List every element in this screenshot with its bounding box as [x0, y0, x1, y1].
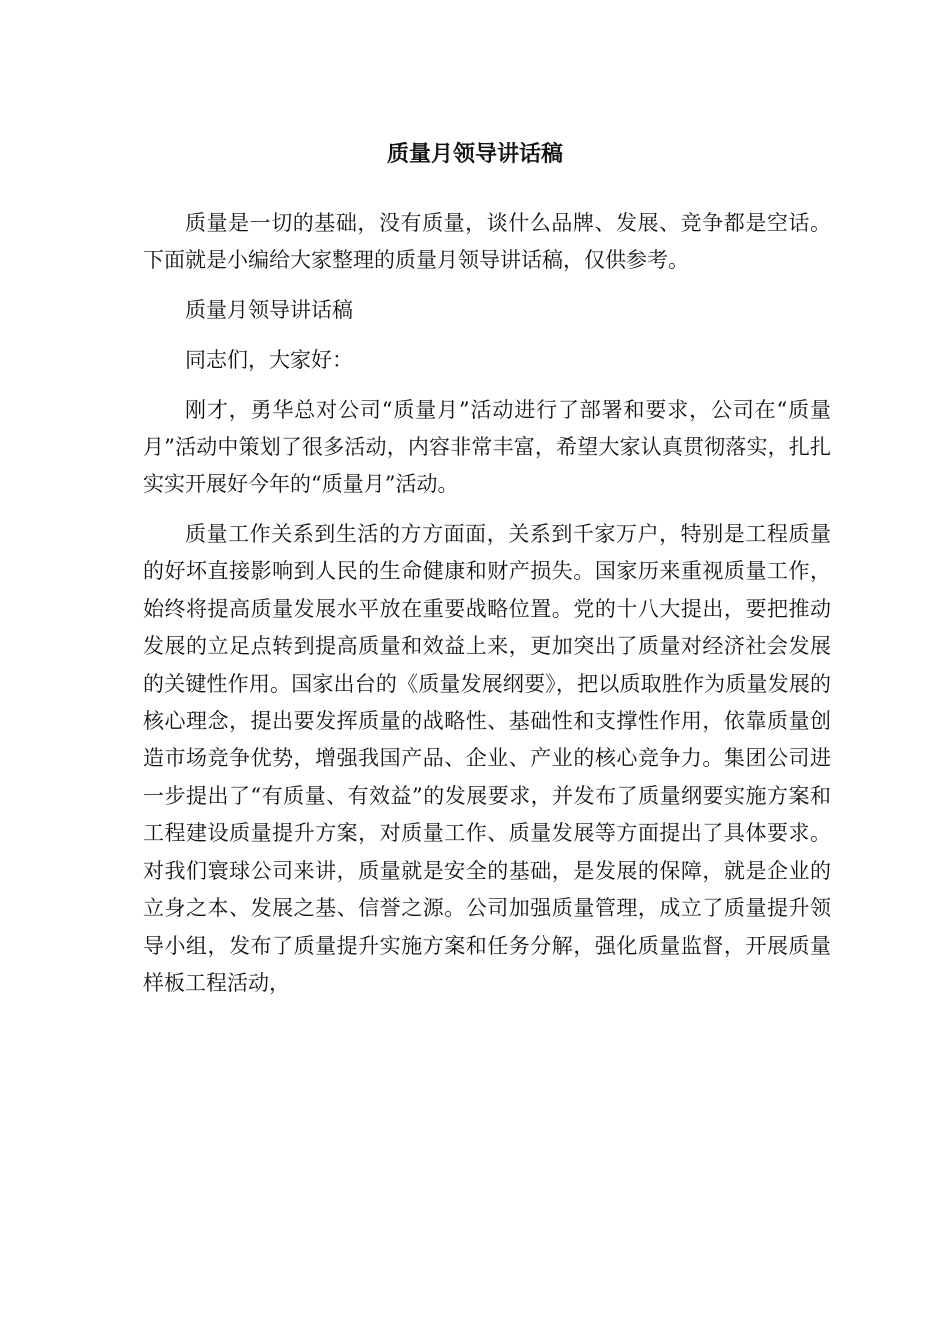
salutation: 同志们，大家好：	[185, 347, 353, 372]
body-paragraph: 刚才，勇华总对公司“质量月”活动进行了部署和要求，公司在“质量月”活动中策划了很多活动，内容非常丰富，希望大家认真贯彻落实，扎扎实实开展好今年的“质量月”活动。	[143, 397, 831, 497]
intro-paragraph: 质量是一切的基础，没有质量，谈什么品牌、发展、竞争都是空话。下面就是小编给大家整理的质量月领导讲话稿，仅供参考。	[143, 211, 831, 273]
speech-heading: 质量月领导讲话稿	[185, 298, 353, 323]
document-title: 质量月领导讲话稿	[386, 142, 563, 167]
body-paragraph: 质量工作关系到生活的方方面面，关系到千家万户，特别是工程质量的好坏直接影响到人民的生命健康和财产损失。国家历来重视质量工作，始终将提高质量发展水平放在重要战略位置。党的十八大提出，要把推动发展的立足点转到提高质量和效益上来，更加突出了质量对经济社会发展的关键性作用。国家出台的《质量发展纲要》，把以质取胜作为质量发展的核心理念，提出要发挥质量的战略性、基础性和支撑性作用，依靠质量创造市场竞争优势，增强我国产品、企业、产业的核心竞争力。集团公司进一步提出了“有质量、有效益”的发展要求，并发布了质量纲要实施方案和工程建设质量提升方案，对质量工作、质量发展等方面提出了具体要求。对我们寰球公司来讲，质量就是安全的基础，是发展的保障，就是企业的立身之本、发展之基、信誉之源。公司加强质量管理，成立了质量提升领导小组，发布了质量提升实施方案和任务分解，强化质量监督，开展质量样板工程活动，	[143, 522, 831, 995]
document-body	[143, 205, 831, 1002]
